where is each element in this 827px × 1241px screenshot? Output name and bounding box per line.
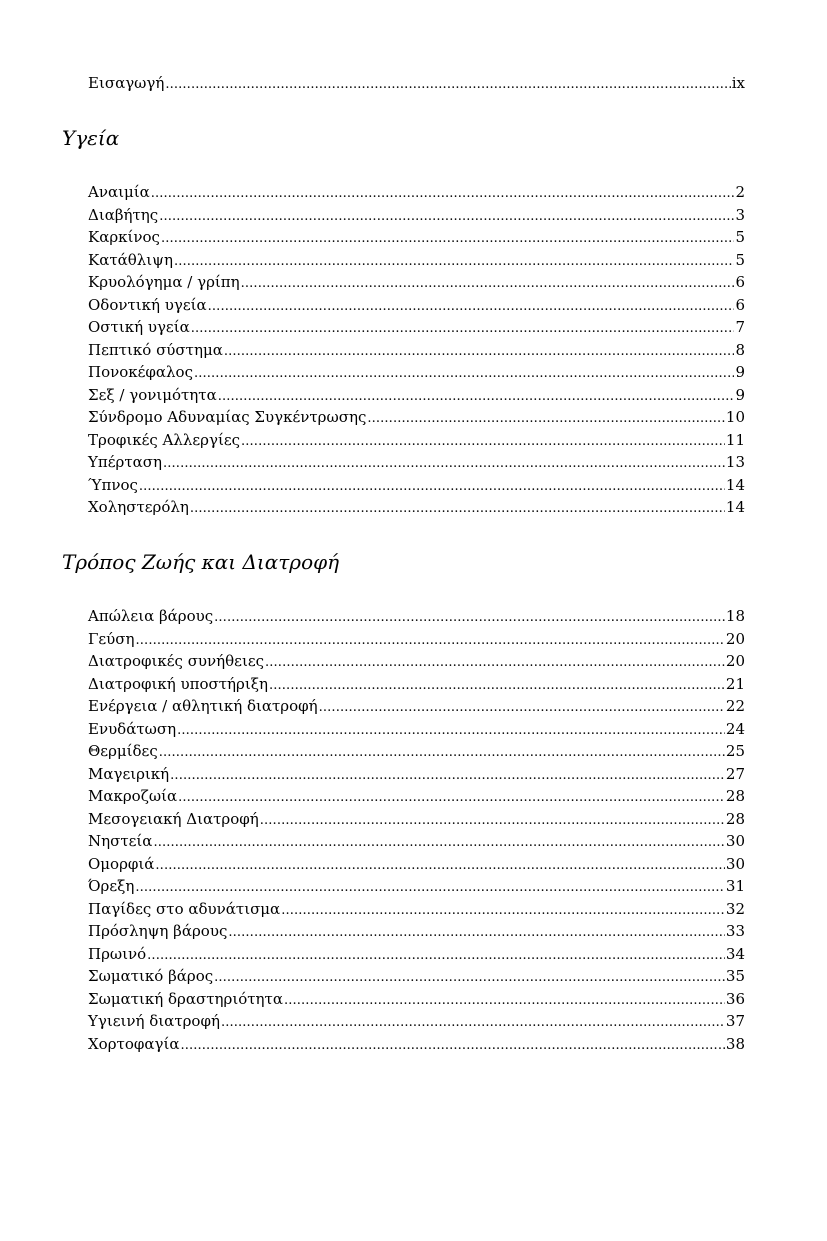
toc-entry-title: Διαβήτης bbox=[88, 205, 159, 224]
toc-entry-title: Απώλεια βάρους bbox=[88, 607, 214, 625]
toc-entry-title: Παγίδες στο αδυνάτισμα bbox=[88, 899, 281, 918]
toc-entry[interactable] bbox=[88, 763, 745, 786]
toc-entry[interactable] bbox=[88, 988, 745, 1011]
toc-entry-title: Αναιμία bbox=[88, 183, 150, 201]
toc-entry[interactable] bbox=[88, 1033, 745, 1056]
toc-entry-page: 35 bbox=[725, 967, 745, 985]
toc-entry-page: 5 bbox=[735, 250, 745, 269]
toc-entry[interactable] bbox=[88, 451, 745, 474]
dot-leader bbox=[159, 742, 725, 765]
toc-entry-title: Όρεξη bbox=[88, 877, 135, 895]
toc-entry-title: Ενέργεια / αθλητική διατροφή bbox=[88, 697, 318, 715]
toc-entry[interactable] bbox=[88, 474, 745, 497]
toc-entry-page: 11 bbox=[725, 430, 745, 449]
toc-entry-page: 30 bbox=[725, 854, 745, 873]
toc-entry-page: 6 bbox=[735, 295, 745, 314]
toc-entry[interactable] bbox=[88, 496, 745, 519]
toc-entry[interactable] bbox=[88, 226, 745, 249]
toc-entry[interactable] bbox=[88, 1010, 745, 1033]
toc-entry[interactable] bbox=[88, 605, 745, 628]
dot-leader bbox=[163, 453, 725, 476]
toc-entry[interactable] bbox=[88, 339, 745, 362]
toc-entry-page: 25 bbox=[725, 742, 745, 760]
dot-leader bbox=[190, 498, 725, 521]
toc-entry[interactable] bbox=[88, 808, 745, 831]
toc-entry-page: 14 bbox=[725, 498, 745, 516]
dot-leader bbox=[155, 855, 724, 878]
toc-entry-title: Ύπνος bbox=[88, 475, 138, 494]
toc-entry[interactable] bbox=[88, 965, 745, 988]
toc-entry-page: 2 bbox=[735, 183, 745, 201]
toc-entry-title: Διατροφική υποστήριξη bbox=[88, 674, 268, 693]
toc-entry-title: Κρυολόγημα / γρίπη bbox=[88, 273, 240, 291]
toc-entry[interactable] bbox=[88, 406, 745, 429]
toc-entry-title: Θερμίδες bbox=[88, 742, 158, 760]
toc-entry-page: 10 bbox=[725, 408, 745, 426]
toc-entry-page: 9 bbox=[735, 385, 745, 404]
toc-entry-title: Μεσογειακή Διατροφή bbox=[88, 809, 259, 828]
dot-leader bbox=[178, 787, 725, 810]
toc-entry-page: 9 bbox=[735, 363, 745, 381]
toc-entry-page: 14 bbox=[725, 475, 745, 494]
dot-leader bbox=[221, 1012, 725, 1035]
dot-leader bbox=[218, 386, 735, 409]
toc-entry-page: 24 bbox=[725, 719, 745, 738]
toc-entry-title: Οδοντική υγεία bbox=[88, 295, 207, 314]
toc-entry[interactable] bbox=[88, 740, 745, 763]
toc-entry-title: Σωματικό βάρος bbox=[88, 967, 214, 985]
dot-leader bbox=[228, 922, 725, 945]
toc-entry-title: Πρωινό bbox=[88, 944, 147, 963]
toc-entry-page: 22 bbox=[725, 697, 745, 715]
toc-entry-title: Πεπτικό σύστημα bbox=[88, 340, 223, 359]
dot-leader bbox=[136, 630, 725, 653]
toc-entry-page: 5 bbox=[735, 228, 745, 246]
toc-intro bbox=[88, 72, 745, 95]
toc-entry-title: Μαγειρική bbox=[88, 764, 170, 783]
toc-entry[interactable] bbox=[88, 695, 745, 718]
toc-entry-page: 7 bbox=[735, 318, 745, 336]
toc-entry-title: Γεύση bbox=[88, 629, 135, 648]
dot-leader bbox=[165, 74, 730, 97]
toc-entry[interactable] bbox=[88, 361, 745, 384]
dot-leader bbox=[161, 228, 734, 251]
toc-entry-page: 3 bbox=[735, 205, 745, 224]
toc-entry[interactable] bbox=[88, 271, 745, 294]
toc-entry-page: 21 bbox=[725, 674, 745, 693]
toc-entry-page: 38 bbox=[725, 1034, 745, 1053]
dot-leader bbox=[135, 877, 725, 900]
toc-entry-title: Κατάθλιψη bbox=[88, 250, 173, 269]
toc-entry-title: Σύνδρομο Αδυναμίας Συγκέντρωσης bbox=[88, 408, 367, 426]
toc-section-health bbox=[88, 181, 745, 519]
toc-entry-title: Υγιεινή διατροφή bbox=[88, 1012, 220, 1030]
toc-entry-title: Οστική υγεία bbox=[88, 318, 190, 336]
toc-entry-page: 28 bbox=[725, 787, 745, 805]
toc-entry[interactable] bbox=[88, 673, 745, 696]
dot-leader bbox=[224, 341, 735, 364]
dot-leader bbox=[269, 675, 725, 698]
toc-entry-title: Χοληστερόλη bbox=[88, 498, 189, 516]
toc-entry[interactable] bbox=[88, 830, 745, 853]
toc-entry[interactable] bbox=[88, 249, 745, 272]
dot-leader bbox=[170, 765, 725, 788]
toc-entry-page: 27 bbox=[725, 764, 745, 783]
toc-section-lifestyle bbox=[88, 605, 745, 1055]
toc-entry-page: 20 bbox=[725, 629, 745, 648]
toc-entry-title: Σεξ / γονιμότητα bbox=[88, 385, 217, 404]
toc-entry-title: Διατροφικές συνήθειες bbox=[88, 652, 265, 670]
dot-leader bbox=[174, 251, 735, 274]
dot-leader bbox=[180, 1035, 724, 1058]
toc-entry-title: Τροφικές Αλλεργίες bbox=[88, 430, 241, 449]
section-heading-lifestyle: Τρόπος Ζωής και Διατροφή bbox=[62, 550, 340, 574]
dot-leader bbox=[191, 318, 735, 341]
toc-entry[interactable] bbox=[88, 628, 745, 651]
dot-leader bbox=[319, 697, 725, 720]
toc-entry-title: Πρόσληψη βάρους bbox=[88, 922, 228, 940]
toc-entry[interactable] bbox=[88, 853, 745, 876]
toc-entry[interactable] bbox=[88, 875, 745, 898]
toc-entry-page: 20 bbox=[725, 652, 745, 670]
toc-entry[interactable] bbox=[88, 204, 745, 227]
toc-entry-title: Πονοκέφαλος bbox=[88, 363, 193, 381]
toc-entry[interactable] bbox=[88, 785, 745, 808]
toc-entry-title: Υπέρταση bbox=[88, 453, 163, 471]
dot-leader bbox=[265, 652, 725, 675]
toc-entry-page: 37 bbox=[725, 1012, 745, 1030]
toc-entry[interactable] bbox=[88, 718, 745, 741]
toc-entry-page: 6 bbox=[735, 273, 745, 291]
dot-leader bbox=[260, 810, 725, 833]
toc-entry[interactable] bbox=[88, 650, 745, 673]
dot-leader bbox=[194, 363, 734, 386]
toc-entry[interactable] bbox=[88, 294, 745, 317]
dot-leader bbox=[241, 431, 725, 454]
dot-leader bbox=[153, 832, 724, 855]
dot-leader bbox=[367, 408, 725, 431]
dot-leader bbox=[139, 476, 725, 499]
toc-entry-page: 36 bbox=[725, 989, 745, 1008]
toc-entry-page: 8 bbox=[735, 340, 745, 359]
toc-entry-intro[interactable] bbox=[88, 72, 745, 95]
toc-entry-page: 33 bbox=[725, 922, 745, 940]
toc-entry[interactable] bbox=[88, 384, 745, 407]
toc-entry-page: 34 bbox=[725, 944, 745, 963]
toc-entry-page: ix bbox=[731, 74, 745, 92]
toc-entry[interactable] bbox=[88, 920, 745, 943]
toc-entry-title: Ενυδάτωση bbox=[88, 719, 177, 738]
toc-entry-title: Εισαγωγή bbox=[88, 74, 165, 92]
dot-leader bbox=[281, 900, 725, 923]
toc-entry-title: Ομορφιά bbox=[88, 854, 155, 873]
toc-entry[interactable] bbox=[88, 181, 745, 204]
dot-leader bbox=[208, 296, 735, 319]
dot-leader bbox=[284, 990, 725, 1013]
toc-entry-page: 18 bbox=[725, 607, 745, 625]
toc-entry-page: 13 bbox=[725, 453, 745, 471]
toc-entry[interactable] bbox=[88, 429, 745, 452]
toc-entry-page: 31 bbox=[725, 877, 745, 895]
toc-entry-title: Νηστεία bbox=[88, 832, 153, 850]
dot-leader bbox=[241, 273, 735, 296]
dot-leader bbox=[177, 720, 725, 743]
dot-leader bbox=[151, 183, 735, 206]
dot-leader bbox=[147, 945, 725, 968]
toc-entry[interactable] bbox=[88, 943, 745, 966]
toc-entry-title: Σωματική δραστηριότητα bbox=[88, 989, 283, 1008]
dot-leader bbox=[214, 967, 725, 990]
toc-entry[interactable] bbox=[88, 898, 745, 921]
dot-leader bbox=[214, 607, 725, 630]
toc-entry-page: 28 bbox=[725, 809, 745, 828]
section-heading-health: Υγεία bbox=[62, 126, 120, 150]
toc-entry[interactable] bbox=[88, 316, 745, 339]
toc-entry-page: 32 bbox=[725, 899, 745, 918]
toc-entry-title: Χορτοφαγία bbox=[88, 1034, 180, 1053]
dot-leader bbox=[159, 206, 734, 229]
toc-entry-title: Καρκίνος bbox=[88, 228, 160, 246]
toc-entry-title: Μακροζωία bbox=[88, 787, 178, 805]
toc-entry-page: 30 bbox=[725, 832, 745, 850]
